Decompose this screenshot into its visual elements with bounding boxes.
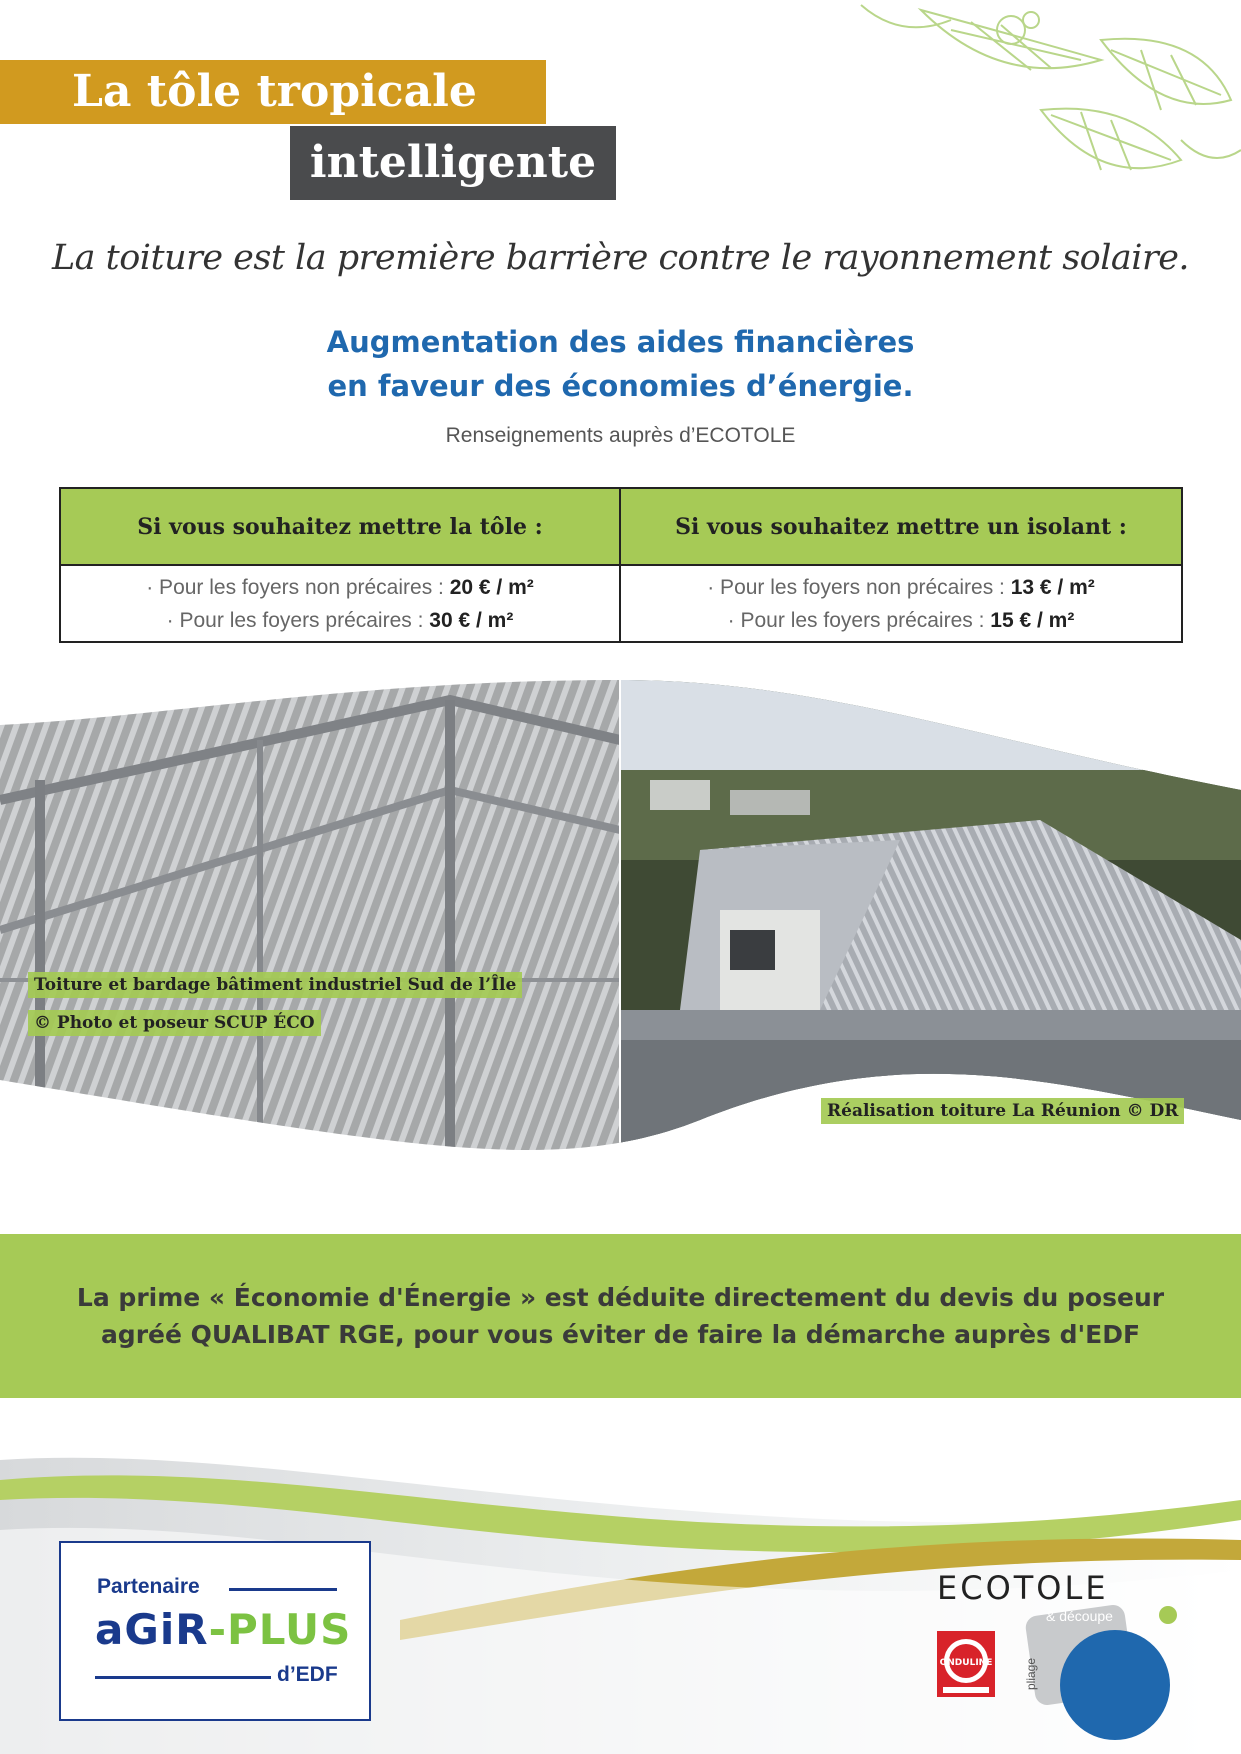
prime-line-2: agréé QUALIBAT RGE, pour vous éviter de faire la démarche auprès d'EDF <box>100 1320 1141 1349</box>
plus-text: -PLUS <box>208 1605 352 1654</box>
partner-rule <box>95 1676 271 1679</box>
ecotole-wordmark: ECOTOLE <box>937 1569 1109 1607</box>
aid-row-amount: 13 € / m² <box>1010 575 1095 599</box>
aid-header-tole: Si vous souhaitez mettre la tôle : <box>61 489 621 566</box>
decoupe-label: & découpe <box>1046 1608 1113 1624</box>
agir-text: aGiR <box>95 1605 209 1654</box>
agir-plus-wordmark <box>95 1605 351 1654</box>
aid-table <box>59 487 1183 643</box>
onduline-logo <box>937 1631 995 1697</box>
left-photo-caption: Toiture et bardage bâtiment industriel Sud de l’Île <box>28 972 522 998</box>
aid-row <box>728 604 1075 637</box>
right-photo-caption: Réalisation toiture La Réunion © DR <box>821 1098 1184 1124</box>
title-line-1: La tôle tropicale <box>0 60 546 124</box>
aid-row <box>146 571 534 604</box>
aid-row-label: · Pour les foyers non précaires : <box>146 575 450 599</box>
title-line-2: intelligente <box>290 126 616 200</box>
aid-row-label: · Pour les foyers précaires : <box>727 608 991 632</box>
aid-row-amount: 20 € / m² <box>449 575 534 599</box>
roof-photos <box>0 680 1241 1205</box>
left-photo-credit: © Photo et poseur SCUP ÉCO <box>28 1010 321 1036</box>
aid-row-label: · Pour les foyers précaires : <box>166 608 430 632</box>
aid-row <box>167 604 514 637</box>
aid-row-amount: 30 € / m² <box>429 608 514 632</box>
aid-row-label: · Pour les foyers non précaires : <box>707 575 1011 599</box>
tagline: La toiture est la première barrière contre le rayonnement solaire. <box>51 238 1190 278</box>
aid-row-amount: 15 € / m² <box>990 608 1075 632</box>
financial-aid-heading-line-2: en faveur des économies d’énergie. <box>327 369 914 403</box>
partner-rule <box>229 1588 337 1591</box>
prime-line-1: La prime « Économie d'Énergie » est déduite directement du devis du poseur <box>76 1283 1165 1312</box>
onduline-text: ONDULINE <box>939 1658 993 1668</box>
tropical-leaves-decoration <box>801 0 1241 200</box>
partner-label: Partenaire <box>97 1575 200 1598</box>
pliage-label: pliage <box>1024 1657 1038 1690</box>
aid-header-isolant: Si vous souhaitez mettre un isolant : <box>621 489 1181 566</box>
financial-aid-heading-line-1: Augmentation des aides financières <box>326 325 915 359</box>
aid-row <box>707 571 1095 604</box>
aid-cell-isolant <box>621 566 1181 641</box>
prime-banner <box>0 1234 1241 1398</box>
info-line: Renseignements auprès d’ECOTOLE <box>445 424 796 447</box>
financial-aid-heading <box>0 320 1241 408</box>
agir-plus-partner-logo <box>59 1541 371 1721</box>
aid-cell-tole <box>61 566 621 641</box>
partner-edf: d’EDF <box>277 1663 338 1686</box>
